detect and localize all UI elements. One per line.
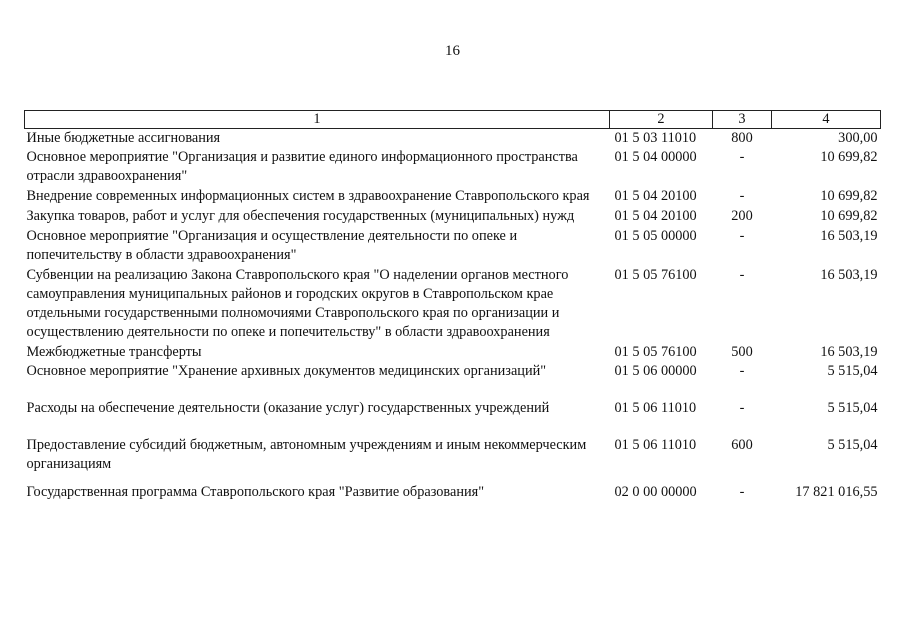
table-row xyxy=(25,342,881,362)
budget-table xyxy=(24,110,881,502)
table-row xyxy=(25,474,881,502)
row-code: 01 5 04 00000 xyxy=(614,149,697,165)
row-type: - xyxy=(739,363,745,379)
row-amount: 10 699,82 xyxy=(820,149,878,165)
table-row xyxy=(25,418,881,474)
row-type: 800 xyxy=(731,130,753,146)
row-name: Закупка товаров, работ и услуг для обеспечения государственных (муниципальных) нужд xyxy=(26,208,575,224)
row-code: 01 5 06 00000 xyxy=(614,363,697,379)
row-amount: 10 699,82 xyxy=(820,208,878,224)
row-type: - xyxy=(739,228,745,244)
row-name: Основное мероприятие "Организация и развитие единого информационного пространства отрасли здравоохранения" xyxy=(26,149,578,184)
row-amount: 16 503,19 xyxy=(820,228,878,244)
table-header-row xyxy=(25,111,881,129)
column-header-2: 2 xyxy=(610,111,713,129)
row-code: 02 0 00 00000 xyxy=(614,484,697,500)
row-type: - xyxy=(739,188,745,204)
row-name: Расходы на обеспечение деятельности (оказание услуг) государственных учреждений xyxy=(26,400,550,416)
row-amount: 5 515,04 xyxy=(827,437,878,453)
table-row xyxy=(25,186,881,206)
table-row xyxy=(25,148,881,186)
row-type: 200 xyxy=(731,208,753,224)
row-name: Внедрение современных информационных систем в здравоохранение Ставропольского края xyxy=(26,188,590,204)
row-type: - xyxy=(739,149,745,165)
row-type: - xyxy=(739,400,745,416)
column-header-1: 1 xyxy=(25,111,610,129)
row-amount: 16 503,19 xyxy=(820,267,878,283)
page-number: 16 xyxy=(445,43,460,59)
row-code: 01 5 05 76100 xyxy=(614,267,697,283)
row-name: Государственная программа Ставропольского края "Развитие образования" xyxy=(26,484,485,500)
row-name: Предоставление субсидий бюджетным, автономным учреждениям и иным некоммерческим организациям xyxy=(26,437,587,472)
row-type: - xyxy=(739,484,745,500)
row-type: 600 xyxy=(731,437,753,453)
row-amount: 16 503,19 xyxy=(820,344,878,360)
row-amount: 5 515,04 xyxy=(827,363,878,379)
row-name: Иные бюджетные ассигнования xyxy=(26,130,221,146)
row-code: 01 5 06 11010 xyxy=(614,437,697,453)
table-row xyxy=(25,265,881,342)
row-amount: 17 821 016,55 xyxy=(795,484,878,500)
table-row xyxy=(25,381,881,418)
table-row xyxy=(25,226,881,265)
column-header-4: 4 xyxy=(772,111,881,129)
table-row xyxy=(25,362,881,381)
row-code: 01 5 05 76100 xyxy=(614,344,697,360)
row-code: 01 5 04 20100 xyxy=(614,188,697,204)
row-type: - xyxy=(739,267,745,283)
row-amount: 5 515,04 xyxy=(827,400,878,416)
row-name: Основное мероприятие "Организация и осуществление деятельности по опеке и попечительству в области здравоохранения" xyxy=(26,228,518,263)
row-name: Основное мероприятие "Хранение архивных документов медицинских организаций" xyxy=(26,363,547,379)
row-code: 01 5 03 11010 xyxy=(614,130,697,146)
column-header-3: 3 xyxy=(713,111,772,129)
row-amount: 300,00 xyxy=(838,130,878,146)
row-amount: 10 699,82 xyxy=(820,188,878,204)
table-row xyxy=(25,129,881,149)
row-name: Субвенции на реализацию Закона Ставропольского края "О наделении органов местного самоуправления муниципальных районов и городских округов в Ставропольском крае отдельными государственными полномочиями Ставропольского края по организации и осуществлению деятельности по опеке и попечительству" в области здравоохранения xyxy=(26,267,569,340)
row-code: 01 5 04 20100 xyxy=(614,208,697,224)
row-type: 500 xyxy=(731,344,753,360)
table-row xyxy=(25,206,881,226)
row-name: Межбюджетные трансферты xyxy=(26,344,202,360)
row-code: 01 5 05 00000 xyxy=(614,228,697,244)
row-code: 01 5 06 11010 xyxy=(614,400,697,416)
